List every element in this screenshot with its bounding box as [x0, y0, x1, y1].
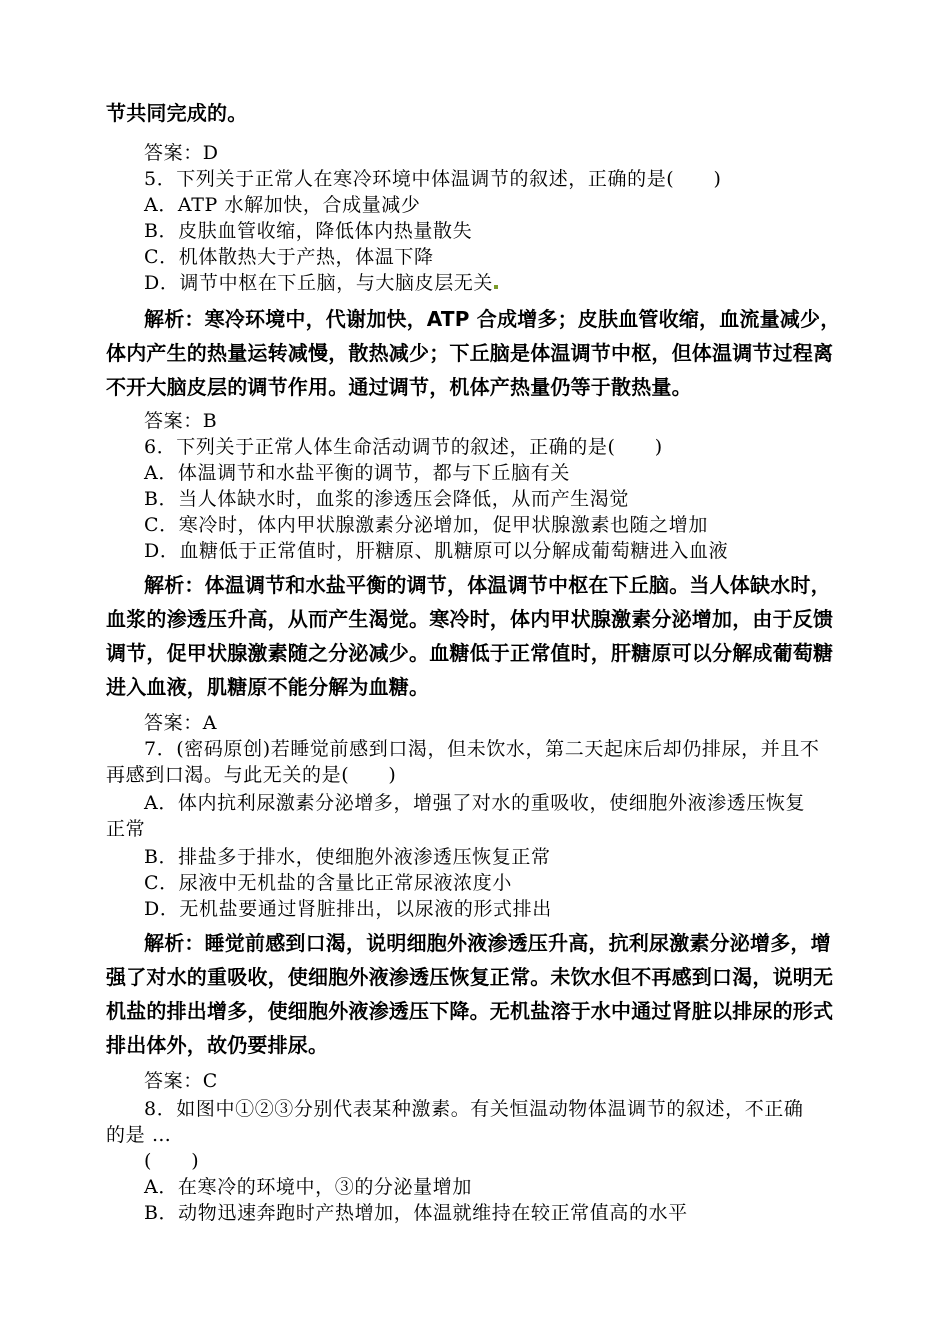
text-line: 不开大脑皮层的调节作用。通过调节，机体产热量仍等于散热量。	[106, 375, 692, 399]
question-6-option-b: B．当人体缺水时，血浆的渗透压会降低，从而产生渴觉	[144, 488, 629, 510]
explanation-5	[106, 302, 852, 404]
question-5-option-d	[144, 270, 890, 296]
question-7-stem-line1: 7．(密码原创)若睡觉前感到口渴，但未饮水，第二天起床后却仍排尿，并且不	[144, 738, 820, 760]
text-line: 排出体外，故仍要排尿。	[106, 1033, 329, 1057]
question-7-option-d: D．无机盐要通过肾脏排出，以尿液的形式排出	[144, 898, 552, 920]
answer-6: 答案：A	[144, 712, 218, 734]
question-7-stem-line2: 再感到口渴。与此无关的是( )	[106, 764, 397, 786]
question-8-stem-line2: 的是 …	[106, 1124, 172, 1146]
question-7-option-b: B．排盐多于排水，使细胞外液渗透压恢复正常	[144, 846, 551, 868]
explanation-tail	[106, 96, 852, 130]
question-7-option-a-line2: 正常	[106, 818, 146, 840]
text-line: 血浆的渗透压升高，从而产生渴觉。寒冷时，体内甲状腺激素分泌增加，由于反馈	[106, 607, 834, 631]
text-line: 进入血液，肌糖原不能分解为血糖。	[106, 675, 430, 699]
question-6-option-d: D．血糖低于正常值时，肝糖原、肌糖原可以分解成葡萄糖进入血液	[144, 540, 729, 562]
answer-5: 答案：B	[144, 410, 218, 432]
question-5-stem: 5．下列关于正常人在寒冷环境中体温调节的叙述，正确的是( )	[144, 168, 722, 190]
question-5-option-c: C．机体散热大于产热，体温下降	[144, 246, 434, 268]
text-line: 解析：睡觉前感到口渴，说明细胞外液渗透压升高，抗利尿激素分泌增多，增	[144, 931, 831, 955]
question-7-option-a-line1: A．体内抗利尿激素分泌增多，增强了对水的重吸收，使细胞外液渗透压恢复	[144, 792, 806, 814]
text-line: 调节，促甲状腺激素随之分泌减少。血糖低于正常值时，肝糖原可以分解成葡萄糖	[106, 641, 834, 665]
option-text: D．调节中枢在下丘脑，与大脑皮层无关	[144, 272, 494, 294]
question-8-stem-line1: 8．如图中①②③分别代表某种激素。有关恒温动物体温调节的叙述，不正确	[144, 1098, 804, 1120]
edit-mark-icon	[494, 285, 498, 289]
question-7-option-c: C．尿液中无机盐的含量比正常尿液浓度小	[144, 872, 512, 894]
answer-4: 答案：D	[144, 142, 219, 164]
question-5-option-a: A．ATP 水解加快，合成量减少	[144, 194, 421, 216]
text-line: 节共同完成的。	[106, 101, 248, 125]
question-6-option-a: A．体温调节和水盐平衡的调节，都与下丘脑有关	[144, 462, 570, 484]
explanation-6	[106, 568, 852, 704]
text-line: 体内产生的热量运转减慢，散热减少；下丘脑是体温调节中枢，但体温调节过程离	[106, 341, 834, 365]
question-6-stem: 6．下列关于正常人体生命活动调节的叙述，正确的是( )	[144, 436, 663, 458]
answer-7: 答案：C	[144, 1070, 218, 1092]
question-8-blank: ( )	[144, 1150, 200, 1172]
question-8-option-b: B．动物迅速奔跑时产热增加，体温就维持在较正常值高的水平	[144, 1202, 688, 1224]
text-line: 解析：体温调节和水盐平衡的调节，体温调节中枢在下丘脑。当人体缺水时，	[144, 573, 831, 597]
question-8-option-a: A．在寒冷的环境中，③的分泌量增加	[144, 1176, 472, 1198]
explanation-7	[106, 926, 852, 1062]
text-line: 强了对水的重吸收，使细胞外液渗透压恢复正常。未饮水但不再感到口渴，说明无	[106, 965, 834, 989]
text-line: 机盐的排出增多，使细胞外液渗透压下降。无机盐溶于水中通过肾脏以排尿的形式	[106, 999, 834, 1023]
text-line: 解析：寒冷环境中，代谢加快，ATP 合成增多；皮肤血管收缩，血流量减少，	[144, 307, 841, 331]
question-5-option-b: B．皮肤血管收缩，降低体内热量散失	[144, 220, 473, 242]
question-6-option-c: C．寒冷时，体内甲状腺激素分泌增加，促甲状腺激素也随之增加	[144, 514, 708, 536]
